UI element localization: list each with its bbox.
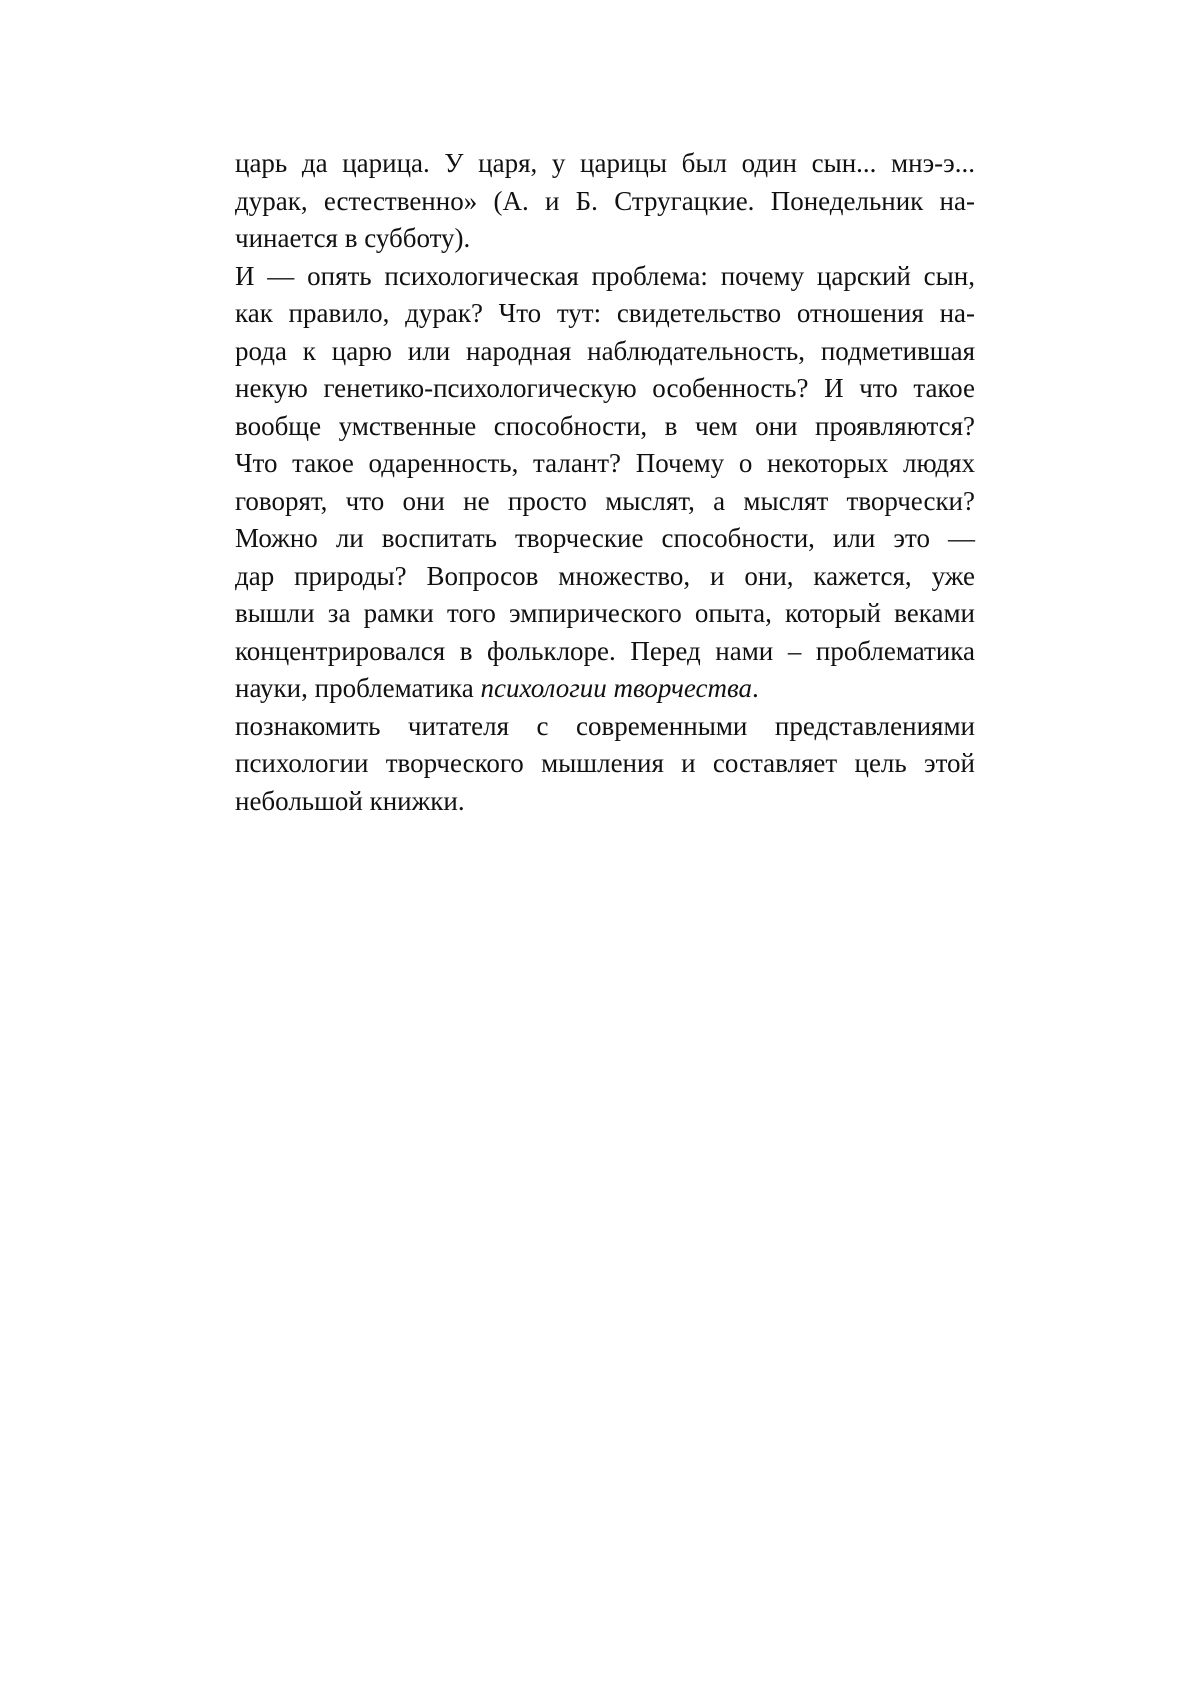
text-line: некую генетико-психологическую особенность? И что такое <box>235 373 975 403</box>
text-segment: науки, проблематика <box>235 673 481 703</box>
text-line: чинается в субботу). <box>235 223 471 253</box>
text-line: дурак, естественно» (А. и Б. Стругацкие. Понедельник на- <box>235 185 975 216</box>
italic-term: психологии творчества <box>480 673 753 703</box>
text-line: И — опять психологическая проблема: почему царский сын, <box>235 260 975 291</box>
text-line: рода к царю или народная наблюдательность, подметившая <box>235 335 975 366</box>
text-line: дар природы? Вопросов множество, и они, кажется, уже <box>235 560 975 591</box>
text-line: вышли за рамки того эмпирического опыта, который веками <box>235 598 975 628</box>
body-text <box>235 145 975 820</box>
text-line: говорят, что они не просто мыслят, а мыслят творчески? <box>235 485 975 516</box>
text-segment: . <box>752 673 759 703</box>
text-line: концентрировался в фольклоре. Перед нами – проблематика <box>235 635 975 666</box>
text-line-mixed <box>235 670 975 708</box>
text-line: Что такое одаренность, талант? Почему о некоторых людях <box>235 448 975 478</box>
text-line: Можно ли воспитать творческие способности, или это — <box>235 523 975 553</box>
text-line: царь да царица. У царя, у царицы был один сын... мнэ-э... <box>235 148 975 178</box>
text-line: как правило, дурак? Что тут: свидетельство отношения на- <box>235 298 975 328</box>
text-line: познакомить читателя с современными представлениями <box>235 710 975 741</box>
text-line: вообще умственные способности, в чем они проявляются? <box>235 410 975 441</box>
text-line: небольшой книжки. <box>235 785 465 816</box>
text-line: психологии творческого мышления и составляет цель этой <box>235 748 975 778</box>
